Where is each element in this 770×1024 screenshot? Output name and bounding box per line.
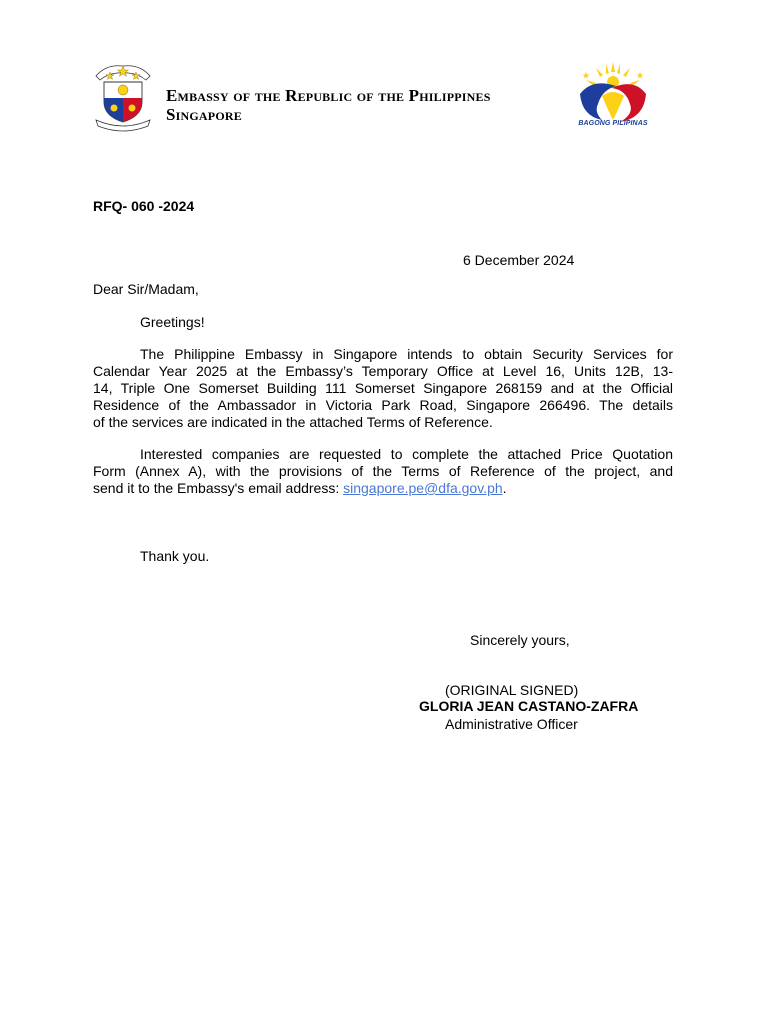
reference-number: RFQ- 060 -2024 bbox=[93, 198, 195, 214]
greeting: Greetings! bbox=[140, 314, 205, 330]
salutation: Dear Sir/Madam, bbox=[93, 281, 199, 297]
embassy-name: Embassy of the Republic of the Philippines bbox=[166, 86, 491, 105]
paragraph-line: 14, Triple One Somerset Building 111 Somerset Singapore 268159 and at the Official bbox=[93, 380, 673, 396]
closing: Sincerely yours, bbox=[470, 632, 570, 648]
embassy-location: Singapore bbox=[166, 105, 242, 124]
paragraph-line: Residence of the Ambassador in Victoria Park Road, Singapore 266496. The details bbox=[93, 397, 673, 413]
paragraph-line: The Philippine Embassy in Singapore intends to obtain Security Services for bbox=[140, 346, 673, 362]
thank-you-line: Thank you. bbox=[140, 548, 210, 564]
signer-name: GLORIA JEAN CASTANO-ZAFRA bbox=[419, 698, 639, 714]
letter-date: 6 December 2024 bbox=[463, 252, 575, 268]
paragraph-line: Calendar Year 2025 at the Embassy’s Temporary Office at Level 16, Units 12B, 13- bbox=[93, 363, 673, 379]
paragraph-line: Interested companies are requested to complete the attached Price Quotation bbox=[140, 446, 673, 462]
embassy-email-link[interactable]: singapore.pe@dfa.gov.ph bbox=[343, 480, 503, 496]
body-paragraph-1 bbox=[93, 346, 673, 431]
logo-caption: BAGONG PILIPINAS bbox=[578, 120, 648, 127]
paragraph-line bbox=[93, 480, 673, 497]
paragraph-line: of the services are indicated in the attached Terms of Reference. bbox=[93, 414, 493, 430]
email-intro-text: send it to the Embassy's email address: bbox=[93, 480, 344, 496]
paragraph-line: Form (Annex A), with the provisions of the Terms of Reference of the project, and bbox=[93, 463, 673, 479]
signature-note: (ORIGINAL SIGNED) bbox=[445, 682, 579, 698]
email-suffix: . bbox=[502, 480, 507, 496]
embassy-letterhead-title bbox=[166, 86, 491, 124]
body-paragraph-2 bbox=[93, 446, 673, 497]
philippine-coat-of-arms-icon bbox=[92, 62, 154, 132]
signer-title: Administrative Officer bbox=[445, 716, 578, 732]
